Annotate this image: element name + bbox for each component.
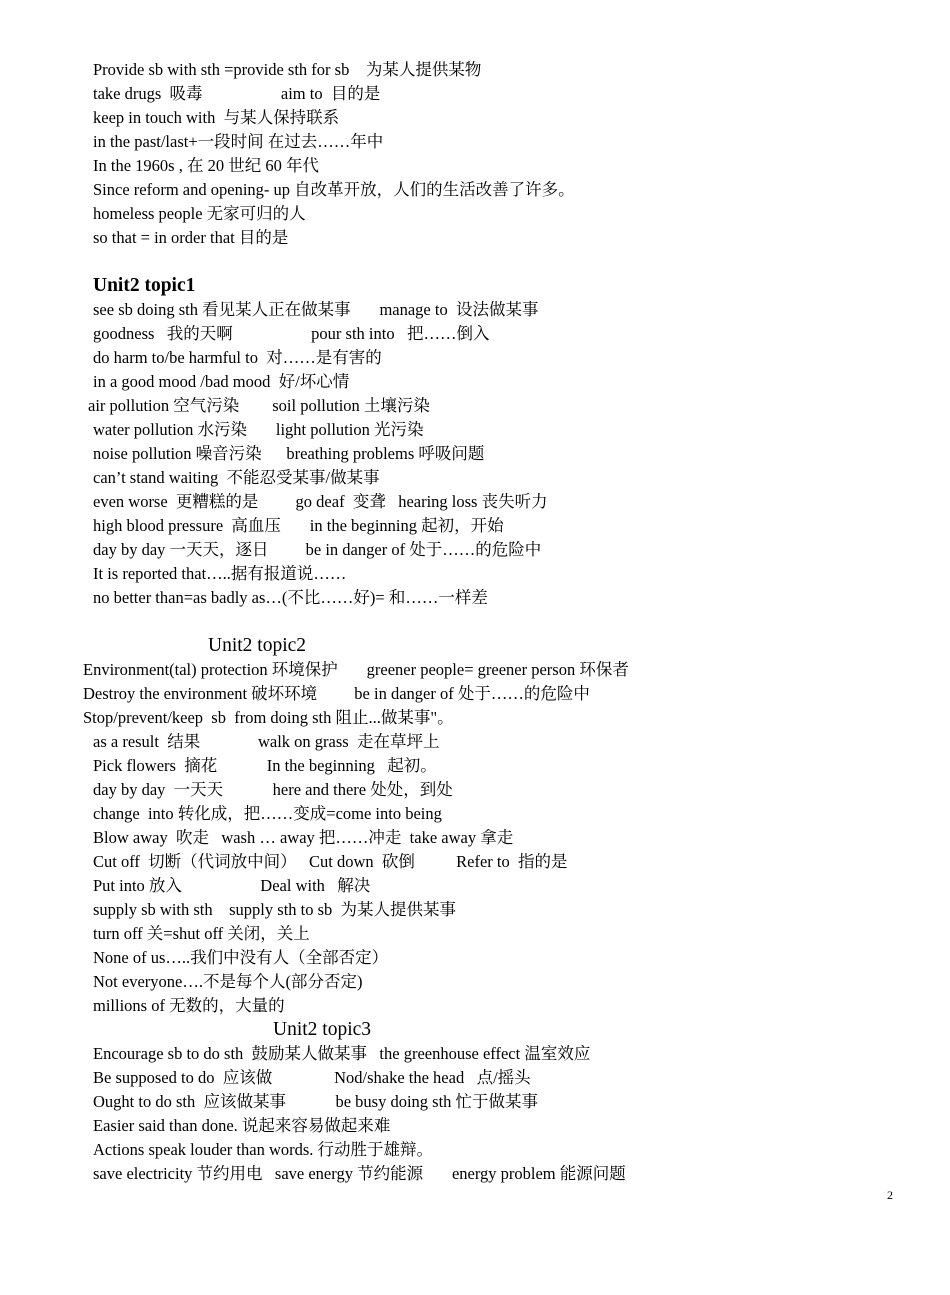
text-line: no better than=as badly as…(不比……好)= 和……一样差 — [93, 588, 488, 607]
text-line: Ought to do sth 应该做某事 be busy doing sth 忙于做某事 — [93, 1092, 539, 1111]
text-line: do harm to/be harmful to 对……是有害的 — [93, 348, 382, 367]
text-line: high blood pressure 高血压 in the beginning 起初，开始 — [93, 516, 504, 535]
text-line: Be supposed to do 应该做 Nod/shake the head 点/摇头 — [93, 1068, 531, 1087]
section-heading: Unit2 topic1 — [93, 275, 196, 296]
text-line: day by day 一天天，逐日 be in danger of 处于……的危险中 — [93, 540, 542, 559]
text-line: see sb doing sth 看见某人正在做某事 manage to 设法做某事 — [93, 300, 539, 319]
text-line: take drugs 吸毒 aim to 目的是 — [93, 84, 381, 103]
text-line: air pollution 空气污染 soil pollution 土壤污染 — [88, 396, 430, 415]
text-line: noise pollution 噪音污染 breathing problems 呼吸问题 — [93, 444, 485, 463]
text-line: in a good mood /bad mood 好/坏心情 — [93, 372, 350, 391]
text-line: day by day 一天天 here and there 处处，到处 — [93, 780, 453, 799]
text-line: Blow away 吹走 wash … away 把……冲走 take away 拿走 — [93, 828, 514, 847]
section-heading: Unit2 topic3 — [273, 1019, 372, 1040]
text-line: in the past/last+一段时间 在过去……年中 — [93, 132, 384, 151]
text-line: so that = in order that 目的是 — [93, 228, 289, 247]
section-heading: Unit2 topic2 — [208, 635, 307, 656]
text-line: goodness 我的天啊 pour sth into 把……倒入 — [93, 324, 490, 343]
text-line: Cut off 切断（代词放中间） Cut down 砍倒 Refer to 指的是 — [93, 852, 568, 871]
text-line: millions of 无数的，大量的 — [93, 996, 285, 1015]
text-line: In the 1960s , 在 20 世纪 60 年代 — [93, 156, 319, 175]
text-line: turn off 关=shut off 关闭，关上 — [93, 924, 310, 943]
text-line: Put into 放入 Deal with 解决 — [93, 876, 371, 895]
page-number: 2 — [887, 1188, 893, 1202]
text-line: It is reported that…..据有报道说…… — [93, 564, 347, 583]
text-line: Not everyone….不是每个人(部分否定) — [93, 972, 363, 991]
text-line: Encourage sb to do sth 鼓励某人做某事 the greenhouse effect 温室效应 — [93, 1044, 591, 1063]
text-line: can’t stand waiting 不能忍受某事/做某事 — [93, 468, 380, 487]
text-line: Easier said than done. 说起来容易做起来难 — [93, 1116, 391, 1135]
text-line: Actions speak louder than words. 行动胜于雄辩。 — [93, 1140, 434, 1159]
text-line: None of us…..我们中没有人（全部否定） — [93, 948, 389, 967]
text-line: Destroy the environment 破坏环境 be in danger of 处于……的危险中 — [83, 684, 590, 703]
text-line: water pollution 水污染 light pollution 光污染 — [93, 420, 424, 439]
text-line: change into 转化成，把……变成=come into being — [93, 804, 442, 823]
text-line: even worse 更糟糕的是 go deaf 变聋 hearing loss 丧失听力 — [93, 492, 548, 511]
text-line: Pick flowers 摘花 In the beginning 起初。 — [93, 756, 437, 775]
text-line: supply sb with sth supply sth to sb 为某人提供某事 — [93, 900, 457, 919]
text-line: keep in touch with 与某人保持联系 — [93, 108, 340, 127]
text-line: homeless people 无家可归的人 — [93, 204, 306, 223]
text-line: as a result 结果 walk on grass 走在草坪上 — [93, 732, 440, 751]
text-line: Environment(tal) protection 环境保护 greener people= greener person 环保者 — [83, 660, 629, 679]
text-line: Provide sb with sth =provide sth for sb 为某人提供某物 — [93, 60, 482, 79]
text-line: save electricity 节约用电 save energy 节约能源 energy problem 能源问题 — [93, 1164, 626, 1183]
text-line: Stop/prevent/keep sb from doing sth 阻止...做某事"。 — [83, 708, 454, 727]
text-line: Since reform and opening- up 自改革开放，人们的生活改善了许多。 — [93, 180, 575, 199]
